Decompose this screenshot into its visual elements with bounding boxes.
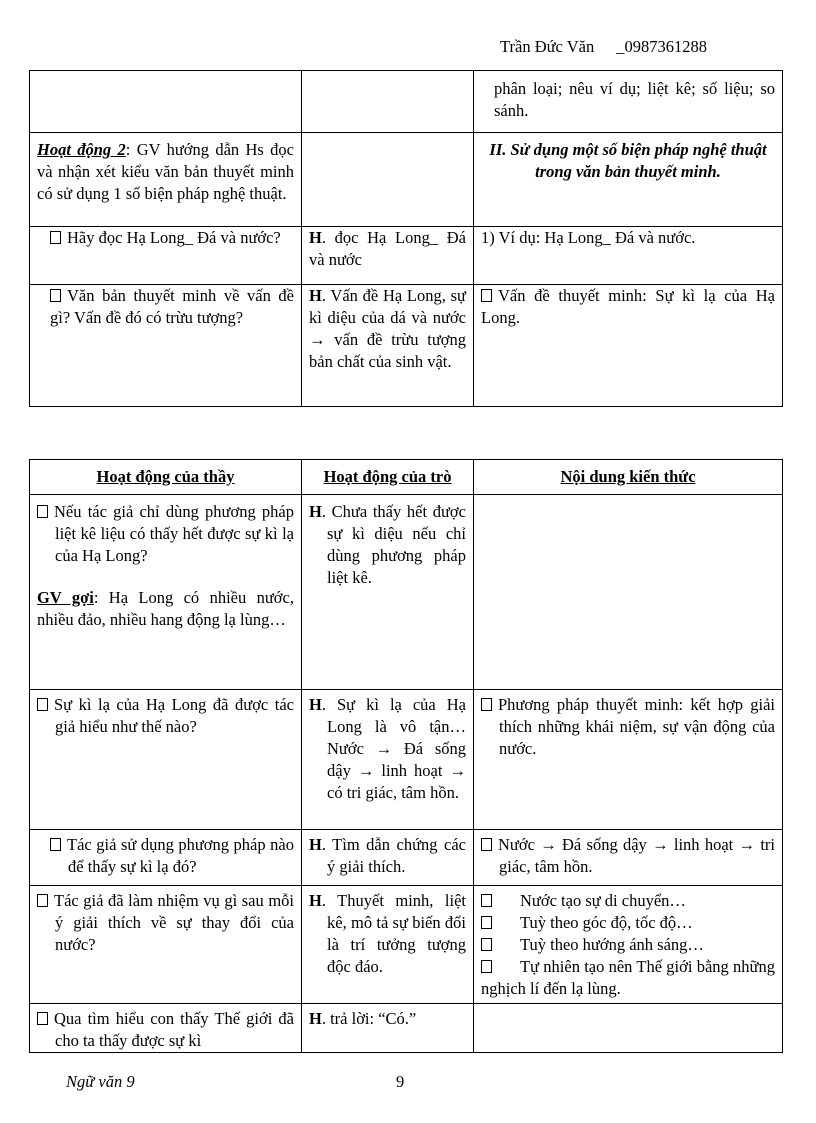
checkbox-icon — [50, 289, 61, 302]
student-answer: H. Chưa thấy hết được sự kì diệu nếu chỉ dùng phương pháp liệt kê. — [302, 495, 474, 690]
checkbox-icon — [481, 916, 492, 929]
teacher-question: Sự kì lạ của Hạ Long đã được tác giả hiểu như thế nào? — [30, 690, 302, 830]
teacher-question: Tác giả đã làm nhiệm vụ gì sau mỗi ý giải thích về sự thay đổi của nước? — [30, 886, 302, 1004]
list-item: Tự nhiên tạo nên Thế giới bằng những nghịch lí đến lạ lùng. — [481, 957, 775, 998]
page-header — [500, 36, 707, 58]
table-row — [30, 227, 783, 285]
checkbox-icon — [37, 698, 48, 711]
content-cell — [474, 886, 783, 1004]
lesson-table — [29, 459, 783, 1053]
list-item: Tuỳ theo hướng ánh sáng… — [481, 934, 775, 956]
footer-subject: Ngữ văn 9 — [66, 1072, 135, 1091]
gv-label: GV gợi — [37, 588, 94, 607]
checkbox-icon — [481, 838, 492, 851]
table-row — [30, 285, 783, 407]
teacher-question: Tác giả sử dụng phương pháp nào để thấy sự kì lạ đó? — [30, 830, 302, 886]
teacher-question: Nếu tác giả chỉ dùng phương pháp liệt kê liệu có thấy hết được sự kì lạ của Hạ Long? GV gợi: Hạ Long có nhiều nước, nhiều đảo, nhiều hang động lạ lùng… — [30, 495, 302, 690]
student-answer: H. trả lời: “Có.” — [302, 1004, 474, 1053]
student-answer: H. Thuyết minh, liệt kê, mô tả sự biến đổi là trí tưởng tượng độc đáo. — [302, 886, 474, 1004]
teacher-question: Qua tìm hiểu con thấy Thế giới đã cho ta thấy được sự kì — [30, 1004, 302, 1053]
list-item: Nước tạo sự di chuyển… — [481, 890, 775, 912]
activity-text: : GV hướng dẫn Hs đọc và nhận xét kiểu văn bản thuyết minh có sử dụng 1 số biện pháp nghệ thuật. — [37, 140, 294, 203]
table-header-row — [30, 460, 783, 495]
table-row — [30, 71, 783, 133]
table-row — [30, 133, 783, 227]
table-row — [30, 1004, 783, 1053]
teacher-question: Hãy đọc Hạ Long_ Đá và nước? — [30, 227, 302, 285]
checkbox-icon — [37, 894, 48, 907]
content-cell: Vấn đề thuyết minh: Sự kì lạ của Hạ Long. — [474, 285, 783, 407]
table-row — [30, 495, 783, 690]
column-header: Hoạt động của trò — [302, 460, 474, 495]
column-header: Hoạt động của thầy — [30, 460, 302, 495]
student-answer: H. Vấn đề Hạ Long, sự kì diệu của dá và nước → vấn đề trừu tượng bản chất của sinh vật. — [302, 285, 474, 407]
table-row — [30, 886, 783, 1004]
checkbox-icon — [481, 938, 492, 951]
content-cell: 1) Ví dụ: Hạ Long_ Đá và nước. — [474, 227, 783, 285]
activity-cell — [30, 133, 302, 227]
section-title: II. Sử dụng một số biện pháp nghệ thuật trong văn bản thuyết minh. — [474, 133, 783, 227]
column-header: Nội dung kiến thức — [474, 460, 783, 495]
student-answer: H. Sự kì lạ của Hạ Long là vô tận… Nước → Đá sống dậy → linh hoạt → có tri giác, tâm hồn. — [302, 690, 474, 830]
content-cell: phân loại; nêu ví dụ; liệt kê; số liệu; so sánh. — [474, 71, 783, 133]
checkbox-icon — [37, 505, 48, 518]
table-row — [30, 690, 783, 830]
checkbox-icon — [50, 838, 61, 851]
phone-number: _0987361288 — [616, 37, 707, 56]
student-answer: H. Tìm dẫn chứng các ý giải thích. — [302, 830, 474, 886]
activity-label: Hoạt động 2 — [37, 140, 126, 159]
page-number: 9 — [396, 1072, 405, 1091]
checkbox-icon — [481, 698, 492, 711]
lesson-table-continued — [29, 70, 783, 407]
checkbox-icon — [481, 894, 492, 907]
checkbox-icon — [37, 1012, 48, 1025]
checkbox-icon — [50, 231, 61, 244]
content-cell: Phương pháp thuyết minh: kết hợp giải thích những khái niệm, sự vận động của nước. — [474, 690, 783, 830]
teacher-question: Văn bản thuyết minh về vấn đề gì? Vấn đề đó có trừu tượng? — [30, 285, 302, 407]
table-row — [30, 830, 783, 886]
author-name: Trần Đức Văn — [500, 37, 595, 56]
checkbox-icon — [481, 289, 492, 302]
student-answer: H. đọc Hạ Long_ Đá và nước — [302, 227, 474, 285]
checkbox-icon — [481, 960, 492, 973]
list-item: Tuỳ theo góc độ, tốc độ… — [481, 912, 775, 934]
content-cell: Nước → Đá sống dậy → linh hoạt → tri giác, tâm hồn. — [474, 830, 783, 886]
